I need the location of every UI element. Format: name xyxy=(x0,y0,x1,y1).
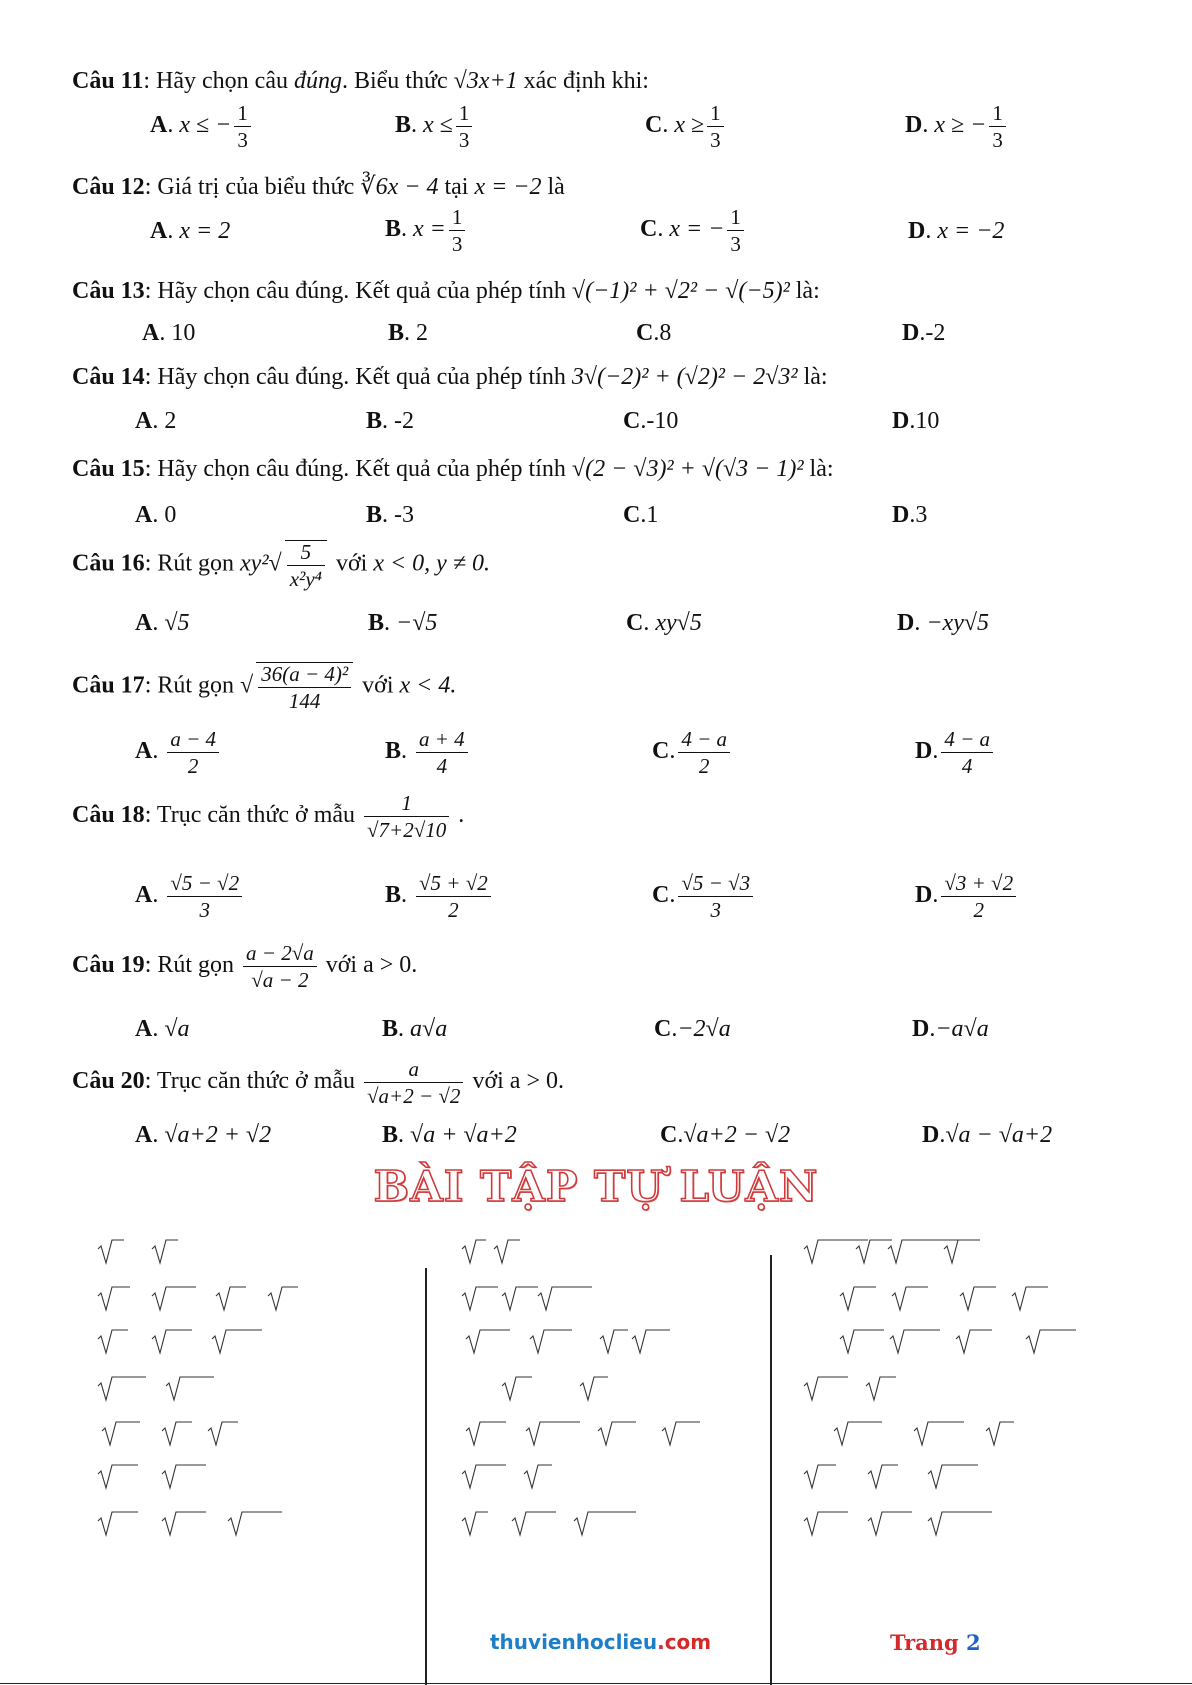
option-d: D. x = −2 xyxy=(908,218,1005,244)
option-a: A. √a+2 + √2 xyxy=(135,1122,272,1148)
radical-icon xyxy=(152,1240,178,1263)
option-a: A. x ≤ − $\frac{1}{3}$ xyxy=(150,102,254,151)
option-c: C. $\frac{4 - a}{2}$ xyxy=(652,728,733,777)
radical-icon xyxy=(986,1422,1014,1445)
option-b: B. a√a xyxy=(382,1016,448,1042)
radical-icon xyxy=(98,1465,138,1488)
radical-icon xyxy=(228,1512,282,1535)
option-b: B. $\frac{a + 4}{4}$ xyxy=(385,728,471,777)
radical-icon xyxy=(866,1377,896,1400)
option-c: C. $\frac{√5 - √3}{3}$ xyxy=(652,872,756,921)
column-divider xyxy=(425,1268,427,1685)
radical-icon xyxy=(98,1240,124,1263)
option-c: C.-10 xyxy=(623,408,679,434)
column-divider xyxy=(770,1255,772,1685)
radical-icon xyxy=(944,1240,980,1263)
question-label: Câu 16 xyxy=(72,550,145,577)
radical-icon xyxy=(466,1330,510,1353)
radical-icon xyxy=(928,1465,978,1488)
option-a: A. 10 xyxy=(142,320,196,346)
option-d: D.√a − √a+2 xyxy=(922,1122,1053,1148)
option-b: B. √a + √a+2 xyxy=(382,1122,517,1148)
radical-icon xyxy=(162,1422,192,1445)
option-d: D. $\frac{4 - a}{4}$ xyxy=(915,728,996,777)
radical-icon xyxy=(598,1422,636,1445)
question-label: Câu 11 xyxy=(72,68,144,94)
option-d: D.10 xyxy=(892,408,940,434)
radical-icon xyxy=(162,1512,206,1535)
radical-icon xyxy=(956,1330,992,1353)
option-b: B. -3 xyxy=(366,502,415,528)
radical-icon xyxy=(512,1512,556,1535)
page-number: Trang 2 xyxy=(890,1630,981,1655)
radical-icon xyxy=(1012,1287,1048,1310)
radical-icon xyxy=(888,1240,962,1263)
radical-icon xyxy=(868,1465,898,1488)
question-15: Câu 15: Hãy chọn câu đúng. Kết quả của phép tính √(2 − √3)² + √(√3 − 1)² là: xyxy=(72,456,834,482)
radical-icon xyxy=(890,1330,940,1353)
radical-icon xyxy=(524,1465,552,1488)
question-14: Câu 14: Hãy chọn câu đúng. Kết quả của phép tính 3√(−2)² + (√2)² − 2√3² là: xyxy=(72,364,828,390)
radical-icon xyxy=(208,1422,238,1445)
option-a: A. √a xyxy=(135,1016,190,1042)
option-c: C. x ≥ $\frac{1}{3}$ xyxy=(645,102,727,151)
radical-icon xyxy=(526,1422,580,1445)
math-expression: √(−1)² + √2² − √(−5)² xyxy=(571,278,790,304)
radical-icon xyxy=(98,1377,146,1400)
option-b: B. x ≤ $\frac{1}{3}$ xyxy=(395,102,475,151)
radical-icon xyxy=(152,1287,196,1310)
question-label: Câu 18 xyxy=(72,802,145,829)
radical-icon xyxy=(538,1287,592,1310)
option-c: C.√a+2 − √2 xyxy=(660,1122,791,1148)
question-label: Câu 15 xyxy=(72,456,145,482)
radical-icon xyxy=(834,1422,882,1445)
radical-icon xyxy=(574,1512,636,1535)
math-expression: √3x+1 xyxy=(453,68,518,94)
option-b: B. $\frac{√5 + √2}{2}$ xyxy=(385,872,494,921)
option-c: C.8 xyxy=(636,320,672,346)
option-c: C. xy√5 xyxy=(626,610,702,636)
math-expression: 3√(−2)² + (√2)² − 2√3² xyxy=(571,364,798,390)
option-a: A. x = 2 xyxy=(150,218,231,244)
section-title: BÀI TẬP TỰ LUẬN xyxy=(373,1162,819,1211)
radical-icon xyxy=(102,1422,140,1445)
math-expression: √(2 − √3)² + √(√3 − 1)² xyxy=(571,456,804,482)
option-d: D. x ≥ − $\frac{1}{3}$ xyxy=(905,102,1009,151)
question-13: Câu 13: Hãy chọn câu đúng. Kết quả của phép tính √(−1)² + √2² − √(−5)² là: xyxy=(72,278,820,304)
radical-icon xyxy=(152,1330,192,1353)
radical-icon xyxy=(662,1422,700,1445)
radical-icon xyxy=(804,1240,868,1263)
option-d: D. $\frac{√3 + √2}{2}$ xyxy=(915,872,1019,921)
radical-icon xyxy=(216,1287,246,1310)
radical-icon xyxy=(466,1422,506,1445)
option-a: A. $\frac{√5 - √2}{3}$ xyxy=(135,872,245,921)
option-d: D.−a√a xyxy=(912,1016,989,1042)
radical-icon xyxy=(494,1240,520,1263)
radical-icon xyxy=(530,1330,572,1353)
radical-icon xyxy=(804,1377,848,1400)
question-20: Câu 20: Trục căn thức ở mẫu $\frac{a}{√a+2 - √2}$ với a > 0. xyxy=(72,1057,564,1109)
radical-icon xyxy=(868,1512,912,1535)
radical-icon xyxy=(502,1377,532,1400)
question-19: Câu 19: Rút gọn $\frac{a - 2√a}{√a - 2}$ với a > 0. xyxy=(72,941,418,993)
radical-icon xyxy=(268,1287,298,1310)
question-label: Câu 12 xyxy=(72,174,145,200)
radical-icon xyxy=(212,1330,262,1353)
option-c: C.−2√a xyxy=(654,1016,731,1042)
radical-icon xyxy=(166,1377,214,1400)
radical-icon xyxy=(892,1287,928,1310)
radical-icon xyxy=(502,1287,538,1310)
option-d: D. −xy√5 xyxy=(897,610,990,636)
option-b: B. x = $\frac{1}{3}$ xyxy=(385,206,468,255)
radical-icon xyxy=(914,1422,964,1445)
page-bottom-rule xyxy=(0,1683,1192,1684)
radical-icon xyxy=(462,1512,488,1535)
site-watermark: thuvienhoclieu.com xyxy=(490,1630,712,1654)
question-label: Câu 17 xyxy=(72,672,145,699)
option-d: D.-2 xyxy=(902,320,946,346)
question-17: Câu 17: Rút gọn √ $\frac{\text{36(a − 4)²}}{144}$ với x < 4. xyxy=(72,662,457,714)
option-d: D.3 xyxy=(892,502,928,528)
radical-icon xyxy=(98,1287,130,1310)
radical-icon xyxy=(856,1240,892,1263)
radical-icon xyxy=(840,1330,884,1353)
option-a: A. 0 xyxy=(135,502,177,528)
radical-icon xyxy=(462,1287,498,1310)
radical-icon xyxy=(98,1512,138,1535)
option-a: A. √5 xyxy=(135,610,190,636)
question-11: Câu 11: Hãy chọn câu đúng. Biểu thức √3x+1 xác định khi: xyxy=(72,68,649,94)
radical-icon xyxy=(804,1512,848,1535)
radical-icon xyxy=(580,1377,608,1400)
radical-icon xyxy=(804,1465,836,1488)
radical-icon xyxy=(462,1240,486,1263)
radical-icon xyxy=(162,1465,206,1488)
option-a: A. $\frac{a - 4}{2}$ xyxy=(135,728,222,777)
question-12: Câu 12: Giá trị của biểu thức ∛6x − 4 tại x = −2 là xyxy=(72,174,565,200)
radical-icon xyxy=(462,1465,506,1488)
question-label: Câu 14 xyxy=(72,364,145,390)
question-label: Câu 19 xyxy=(72,952,145,979)
radical-icon xyxy=(960,1287,996,1310)
question-label: Câu 20 xyxy=(72,1068,145,1095)
option-b: B. 2 xyxy=(388,320,429,346)
question-16: Câu 16: Rút gọn xy²√ $\frac{5}{\text{x²y⁴}}$ với x < 0, y ≠ 0. xyxy=(72,540,490,592)
option-b: B. −√5 xyxy=(368,610,438,636)
radical-icon xyxy=(928,1512,992,1535)
option-a: A. 2 xyxy=(135,408,177,434)
radical-icon xyxy=(840,1287,876,1310)
question-label: Câu 13 xyxy=(72,278,145,304)
radical-icon xyxy=(600,1330,628,1353)
option-c: C. x = − $\frac{1}{3}$ xyxy=(640,206,747,255)
option-b: B. -2 xyxy=(366,408,415,434)
radical-icon xyxy=(632,1330,670,1353)
math-expression: ∛6x − 4 xyxy=(360,174,439,200)
radical-icon xyxy=(98,1330,128,1353)
radical-icon xyxy=(1026,1330,1076,1353)
option-c: C.1 xyxy=(623,502,659,528)
question-18: Câu 18: Trục căn thức ở mẫu $\frac{1}{√7+2√10}$ . xyxy=(72,791,465,843)
